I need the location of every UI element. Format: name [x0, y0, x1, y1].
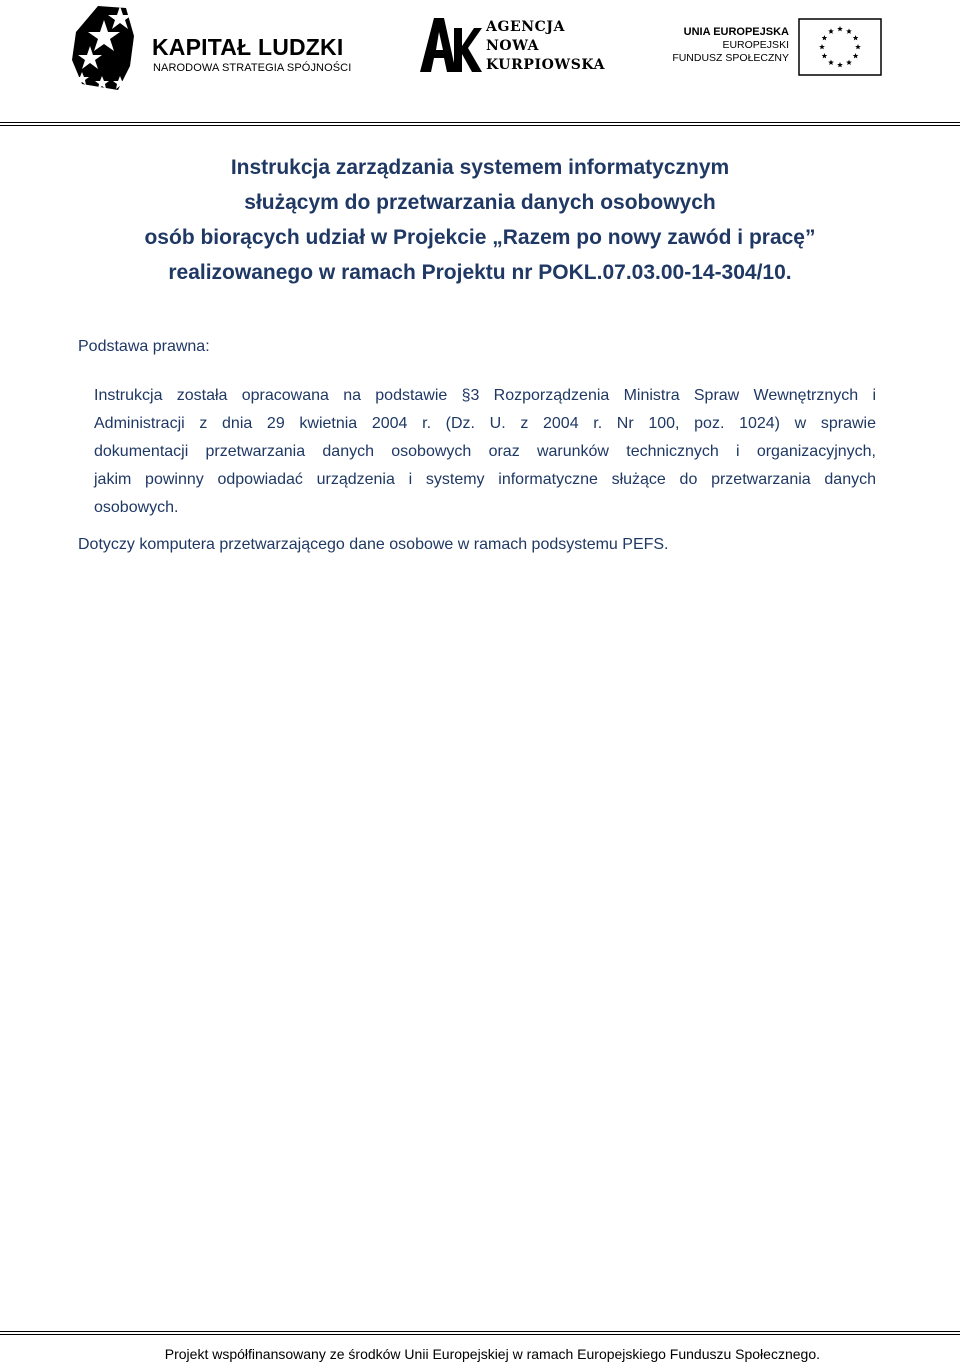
footer-divider: [0, 1331, 960, 1335]
paragraph-line: Administracji z dnia 29 kwietnia 2004 r. (Dz. U. z 2004 r. Nr 100, poz. 1024) w sprawie: [94, 415, 876, 432]
legal-basis-label: Podstawa prawna:: [78, 338, 210, 355]
eu-line-2: EUROPEJSKI: [722, 39, 789, 51]
document-title: [0, 150, 960, 290]
agencja-nowa-kurpiowska-logo: [420, 14, 620, 80]
ank-line-2: NOWA: [486, 38, 540, 54]
ank-line-1: AGENCJA: [486, 19, 566, 35]
paragraph-line: jakim powinny odpowiadać urządzenia i systemy informatyczne służące do przetwarzania danych: [94, 471, 876, 488]
legal-basis-paragraph: [94, 382, 876, 522]
eu-efs-text: [672, 26, 789, 65]
ank-name: [486, 18, 605, 75]
kapital-ludzki-logo: [68, 2, 368, 94]
page-header: [0, 0, 960, 120]
title-line-2: służącym do przetwarzania danych osobowych: [244, 191, 716, 214]
title-line-3: osób biorących udział w Projekcie „Razem po nowy zawód i pracę”: [144, 226, 816, 249]
paragraph-line: dokumentacji przetwarzania danych osobowych oraz warunków technicznych i organizacyjnych,: [94, 443, 876, 460]
ank-monogram-icon: [420, 14, 482, 74]
scope-statement: Dotyczy komputera przetwarzającego dane osobowe w ramach podsystemu PEFS.: [78, 536, 669, 553]
kapital-ludzki-title: KAPITAŁ LUDZKI: [152, 34, 344, 60]
footer-text: Projekt współfinansowany ze środków Unii Europejskiej w ramach Europejskiego Funduszu Społecznego.: [164, 1346, 820, 1362]
eu-line-1: UNIA EUROPEJSKA: [683, 26, 789, 38]
eu-line-3: FUNDUSZ SPOŁECZNY: [672, 52, 789, 64]
kapital-ludzki-emblem-icon: [68, 2, 140, 94]
ank-line-3: KURPIOWSKA: [486, 57, 606, 73]
title-line-4: realizowanego w ramach Projektu nr POKL.07.03.00-14-304/10.: [168, 261, 792, 284]
eu-flag-icon: [798, 18, 882, 76]
header-divider: [0, 122, 960, 126]
paragraph-line: Instrukcja została opracowana na podstawie §3 Rozporządzenia Ministra Spraw Wewnętrznych i: [94, 387, 876, 404]
paragraph-line: osobowych.: [94, 499, 179, 516]
title-line-1: Instrukcja zarządzania systemem informatycznym: [230, 156, 730, 179]
kapital-ludzki-subtitle: NARODOWA STRATEGIA SPÓJNOŚCI: [153, 62, 352, 74]
eu-efs-logo: [672, 18, 885, 80]
